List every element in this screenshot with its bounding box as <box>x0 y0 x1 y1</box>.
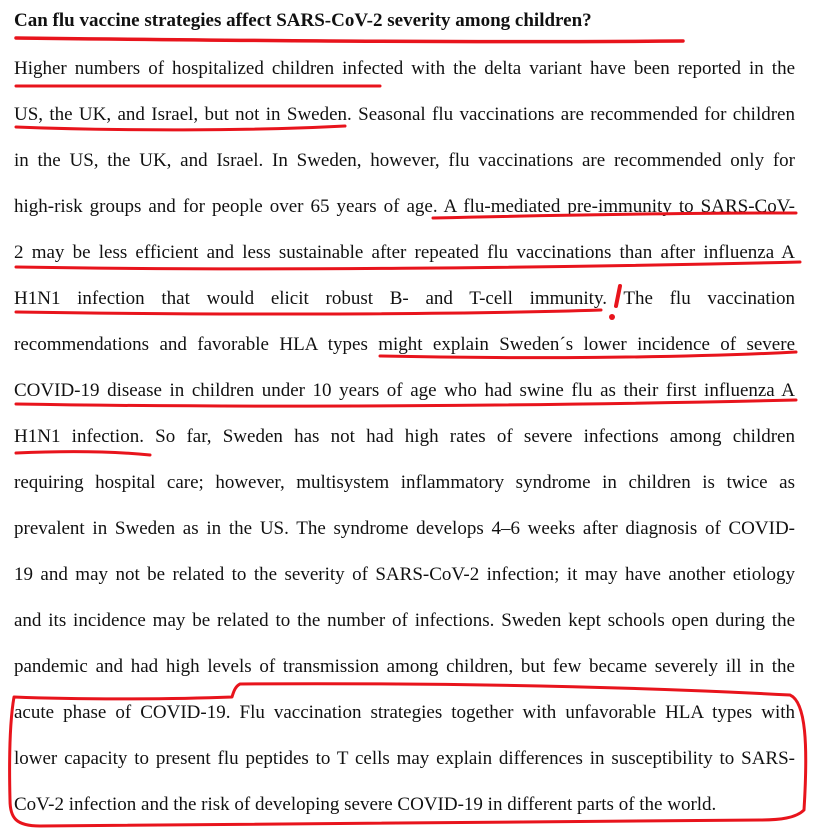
text-line-17: CoV-2 infection and the risk of developing severe COVID-19 in different parts of the world. <box>14 794 717 815</box>
text-line-5: 2 may be less efficient and less sustainable after repeated flu vaccinations than after influenza A <box>14 242 795 263</box>
text-line-2: US, the UK, and Israel, but not in Sweden. Seasonal flu vaccinations are recommended for children <box>14 104 795 125</box>
document-title: Can flu vaccine strategies affect SARS-CoV-2 severity among children? <box>14 10 592 31</box>
underline-title <box>16 38 683 42</box>
text-line-4: high-risk groups and for people over 65 years of age. A flu-mediated pre-immunity to SARS-CoV- <box>14 196 795 217</box>
underline-line-9 <box>16 452 150 455</box>
text-line-9: H1N1 infection. So far, Sweden has not had high rates of severe infections among children <box>14 426 795 447</box>
text-line-1: Higher numbers of hospitalized children infected with the delta variant have been reported in the <box>14 58 795 79</box>
text-line-14: pandemic and had high levels of transmission among children, but few became severely ill in the <box>14 656 795 677</box>
text-line-12: 19 and may not be related to the severity of SARS-CoV-2 infection; it may have another etiology <box>14 564 795 585</box>
text-line-7: recommendations and favorable HLA types might explain Sweden´s lower incidence of severe <box>14 334 795 355</box>
text-line-8: COVID-19 disease in children under 10 years of age who had swine flu as their first influenza A <box>14 380 795 401</box>
text-line-11: prevalent in Sweden as in the US. The syndrome develops 4–6 weeks after diagnosis of COVID- <box>14 518 795 539</box>
text-line-3: in the US, the UK, and Israel. In Sweden, however, flu vaccinations are recommended only for <box>14 150 795 171</box>
text-line-10: requiring hospital care; however, multisystem inflammatory syndrome in children is twice as <box>14 472 795 493</box>
text-line-15: acute phase of COVID-19. Flu vaccination strategies together with unfavorable HLA types with <box>14 702 795 723</box>
exclamation-dot <box>609 314 615 320</box>
text-line-16: lower capacity to present flu peptides to T cells may explain differences in susceptibility to SARS- <box>14 748 795 769</box>
text-line-6: H1N1 infection that would elicit robust B- and T-cell immunity. The flu vaccination <box>14 288 795 309</box>
text-line-13: and its incidence may be related to the number of infections. Sweden kept schools open during the <box>14 610 795 631</box>
